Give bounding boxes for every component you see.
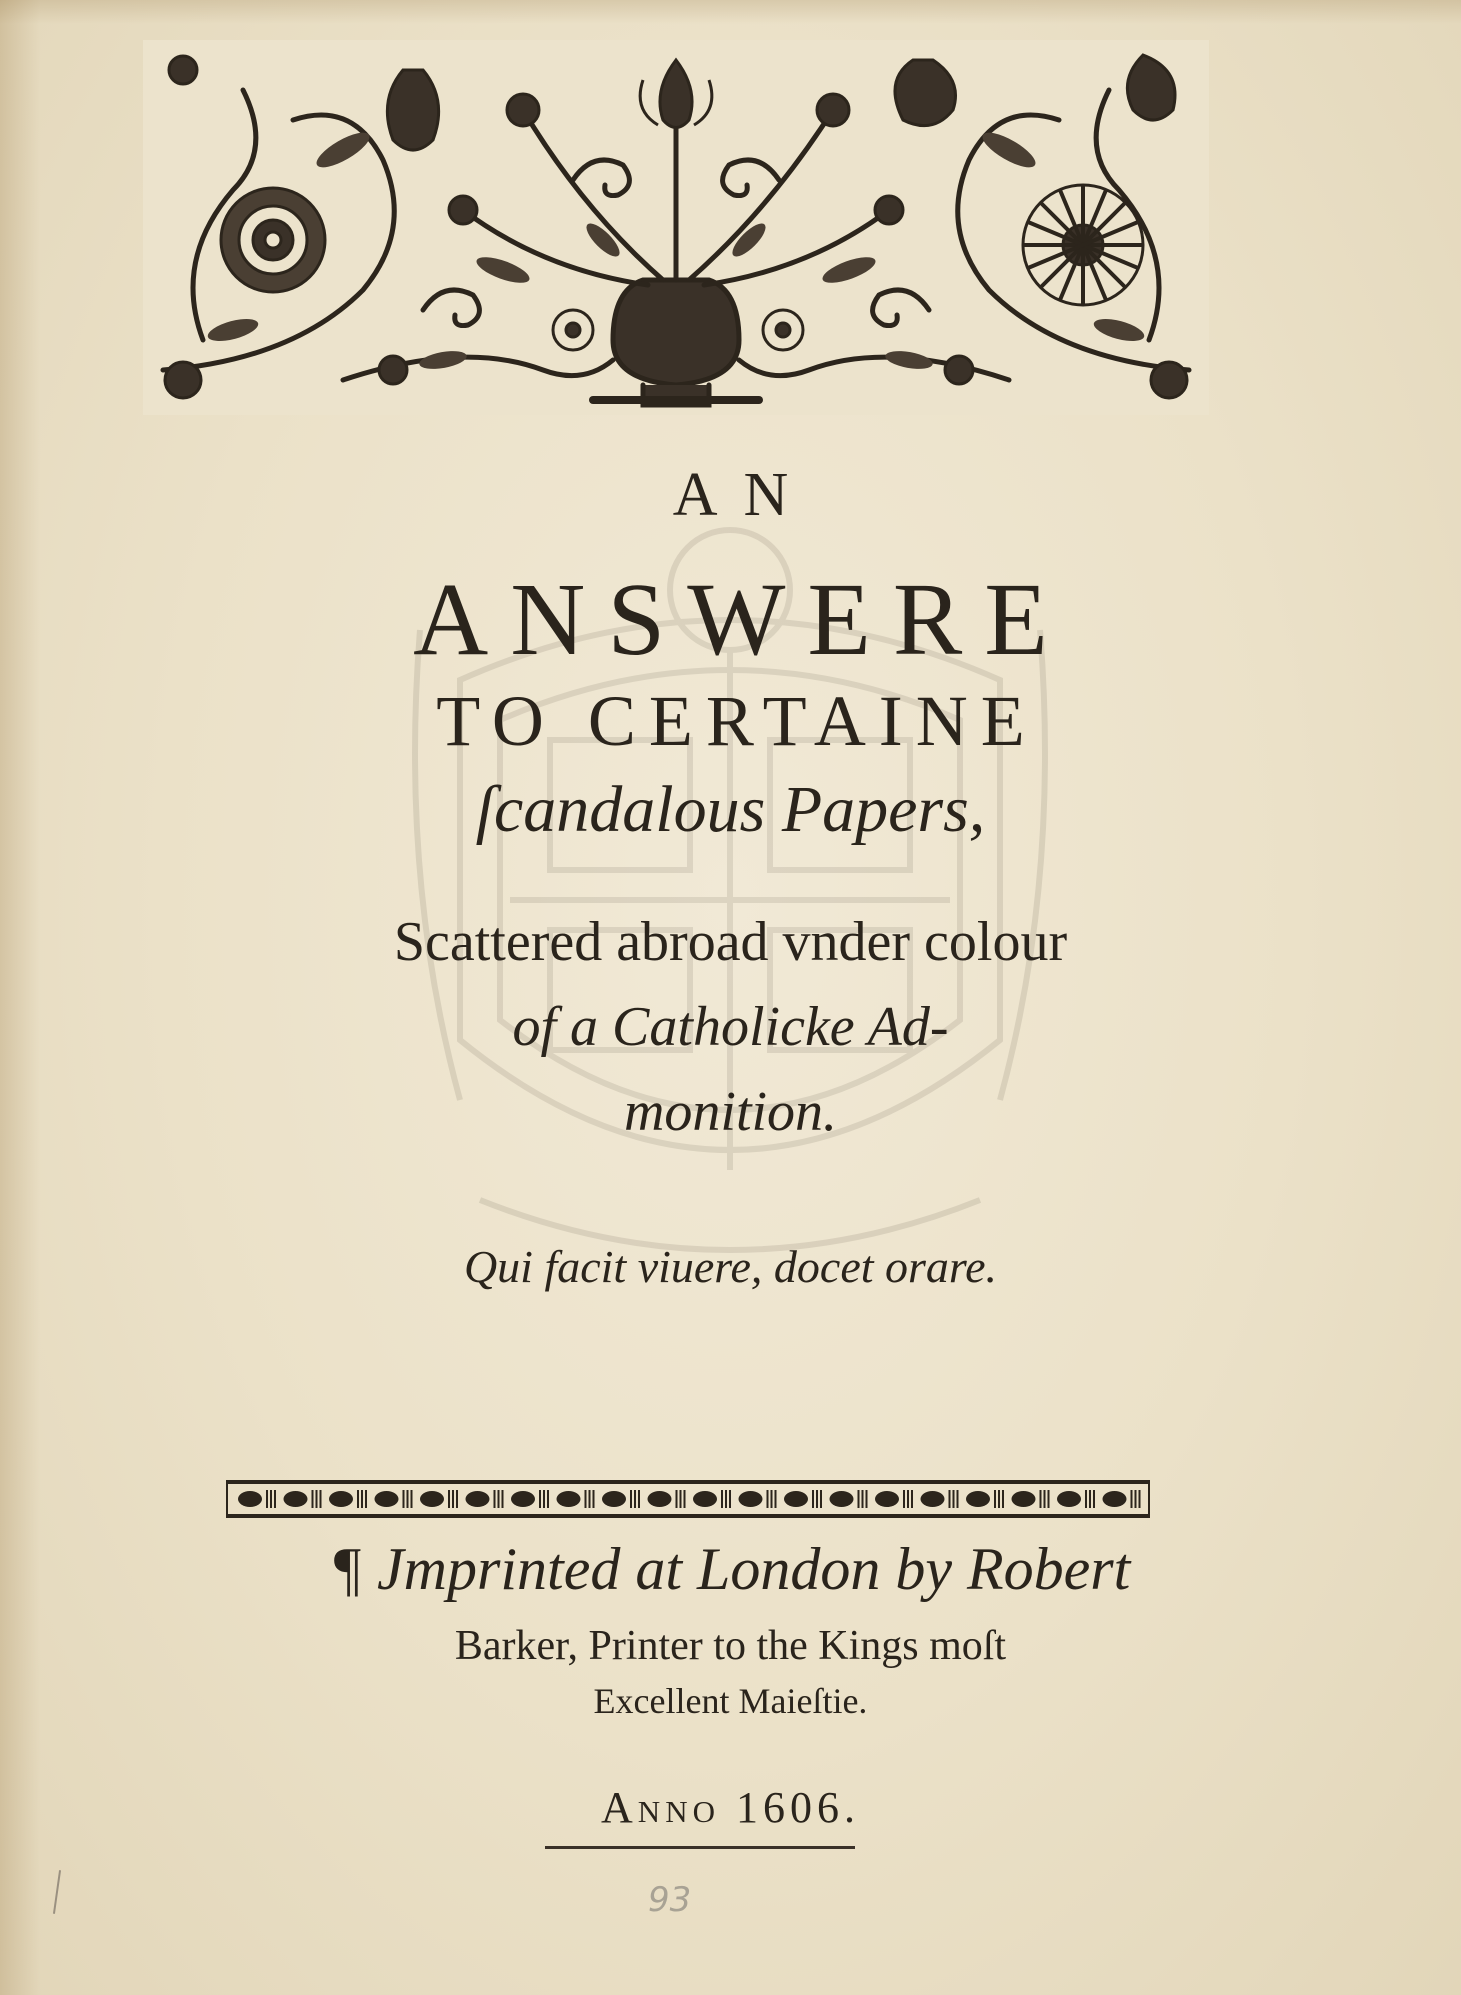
date-anno: Anno 1606. [601, 1783, 860, 1832]
rule-bar-ornament [365, 1490, 367, 1508]
rule-bar-ornament [593, 1490, 595, 1508]
rule-oval-ornament [329, 1491, 353, 1507]
rule-oval-ornament [420, 1491, 444, 1507]
rule-oval-ornament [1012, 1491, 1036, 1507]
rule-oval-ornament [693, 1491, 717, 1507]
rule-bar-ornament [1085, 1490, 1087, 1508]
rule-bar-ornament [998, 1490, 1000, 1508]
rule-bar-ornament [543, 1490, 545, 1508]
rule-bar-ornament [1040, 1490, 1042, 1508]
title-line-to-certaine: TO CERTAINE [436, 681, 1038, 761]
imprint-line-1: ¶ Jmprinted at London by Robert [330, 1536, 1131, 1602]
rule-bar-ornament [953, 1490, 955, 1508]
rule-bar-ornament [725, 1490, 727, 1508]
floral-woodcut-headpiece-icon [143, 40, 1209, 415]
rule-bar-ornament [407, 1490, 409, 1508]
rule-oval-ornament [1057, 1491, 1081, 1507]
rule-oval-ornament [875, 1491, 899, 1507]
rule-oval-ornament [284, 1491, 308, 1507]
subtitle-line-monition: monition. [623, 1081, 838, 1143]
rule-bar-ornament [589, 1490, 591, 1508]
rule-bar-ornament [684, 1490, 686, 1508]
rule-bar-ornament [911, 1490, 913, 1508]
rule-bar-ornament [502, 1490, 504, 1508]
rule-bar-ornament [858, 1490, 860, 1508]
rule-bar-ornament [452, 1490, 454, 1508]
rule-bar-ornament [957, 1490, 959, 1508]
rule-bar-ornament [266, 1490, 268, 1508]
rule-bar-ornament [1048, 1490, 1050, 1508]
pencil-mark [53, 1870, 61, 1914]
rule-bar-ornament [316, 1490, 318, 1508]
rule-oval-ornament [375, 1491, 399, 1507]
rule-bar-ornament [1002, 1490, 1004, 1508]
rule-bar-ornament [357, 1490, 359, 1508]
imprint-line-2: Barker, Printer to the Kings moſt [454, 1623, 1007, 1669]
rule-oval-ornament [966, 1491, 990, 1507]
rule-bar-ornament [949, 1490, 951, 1508]
rule-bar-ornament [771, 1490, 773, 1508]
latin-motto: Qui facit viuere, docet orare. [463, 1241, 998, 1292]
rule-bar-ornament [775, 1490, 777, 1508]
rule-bar-ornament [585, 1490, 587, 1508]
title-line-scandalous-papers: ſcandalous Papers, [475, 773, 986, 846]
rule-bar-ornament [547, 1490, 549, 1508]
rule-bar-ornament [403, 1490, 405, 1508]
rule-bar-ornament [816, 1490, 818, 1508]
rule-bar-ornament [994, 1490, 996, 1508]
subtitle-line-catholicke: of a Catholicke Ad- [512, 996, 949, 1058]
rule-bar-ornament [812, 1490, 814, 1508]
rule-bar-ornament [638, 1490, 640, 1508]
rule-bar-ornament [456, 1490, 458, 1508]
rule-bar-ornament [320, 1490, 322, 1508]
rule-bar-ornament [1131, 1490, 1133, 1508]
rule-oval-ornament [921, 1491, 945, 1507]
rule-bar-ornament [820, 1490, 822, 1508]
rule-oval-ornament [466, 1491, 490, 1507]
rule-bar-ornament [862, 1490, 864, 1508]
rule-bar-ornament [721, 1490, 723, 1508]
rule-bar-ornament [494, 1490, 496, 1508]
rule-bar-ornament [634, 1490, 636, 1508]
imprint-line-3: Excellent Maieſtie. [593, 1681, 868, 1721]
rule-bar-ornament [274, 1490, 276, 1508]
rule-bar-ornament [270, 1490, 272, 1508]
rule-bar-ornament [630, 1490, 632, 1508]
rule-bar-ornament [1093, 1490, 1095, 1508]
rule-bar-ornament [411, 1490, 413, 1508]
rule-bar-ornament [866, 1490, 868, 1508]
rule-oval-ornament [830, 1491, 854, 1507]
pencil-folio-note: 93 [648, 1880, 692, 1920]
rule-bar-ornament [1044, 1490, 1046, 1508]
rule-oval-ornament [238, 1491, 262, 1507]
rule-oval-ornament [739, 1491, 763, 1507]
rule-bar-ornament [448, 1490, 450, 1508]
rule-bar-ornament [729, 1490, 731, 1508]
rule-bar-ornament [361, 1490, 363, 1508]
rule-bar-ornament [767, 1490, 769, 1508]
rule-bar-ornament [312, 1490, 314, 1508]
rule-oval-ornament [602, 1491, 626, 1507]
subtitle-line-scattered: Scattered abroad vnder colour [393, 911, 1068, 973]
rule-bar-ornament [903, 1490, 905, 1508]
rule-oval-ornament [648, 1491, 672, 1507]
rule-bar-ornament [498, 1490, 500, 1508]
rule-bar-ornament [676, 1490, 678, 1508]
rule-bar-ornament [539, 1490, 541, 1508]
rule-oval-ornament [784, 1491, 808, 1507]
rule-oval-ornament [557, 1491, 581, 1507]
ornamental-type-rule-icon [226, 1480, 1150, 1518]
rule-bar-ornament [1089, 1490, 1091, 1508]
rule-oval-ornament [511, 1491, 535, 1507]
rule-bar-ornament [907, 1490, 909, 1508]
rule-bar-ornament [1139, 1490, 1141, 1508]
rule-bar-ornament [680, 1490, 682, 1508]
date-underline [545, 1846, 855, 1849]
rule-oval-ornament [1103, 1491, 1127, 1507]
page-top-shadow [0, 0, 1461, 24]
rule-bar-ornament [1135, 1490, 1137, 1508]
title-word-an: AN [672, 461, 815, 529]
title-word-answere: ANSWERE [413, 562, 1070, 677]
